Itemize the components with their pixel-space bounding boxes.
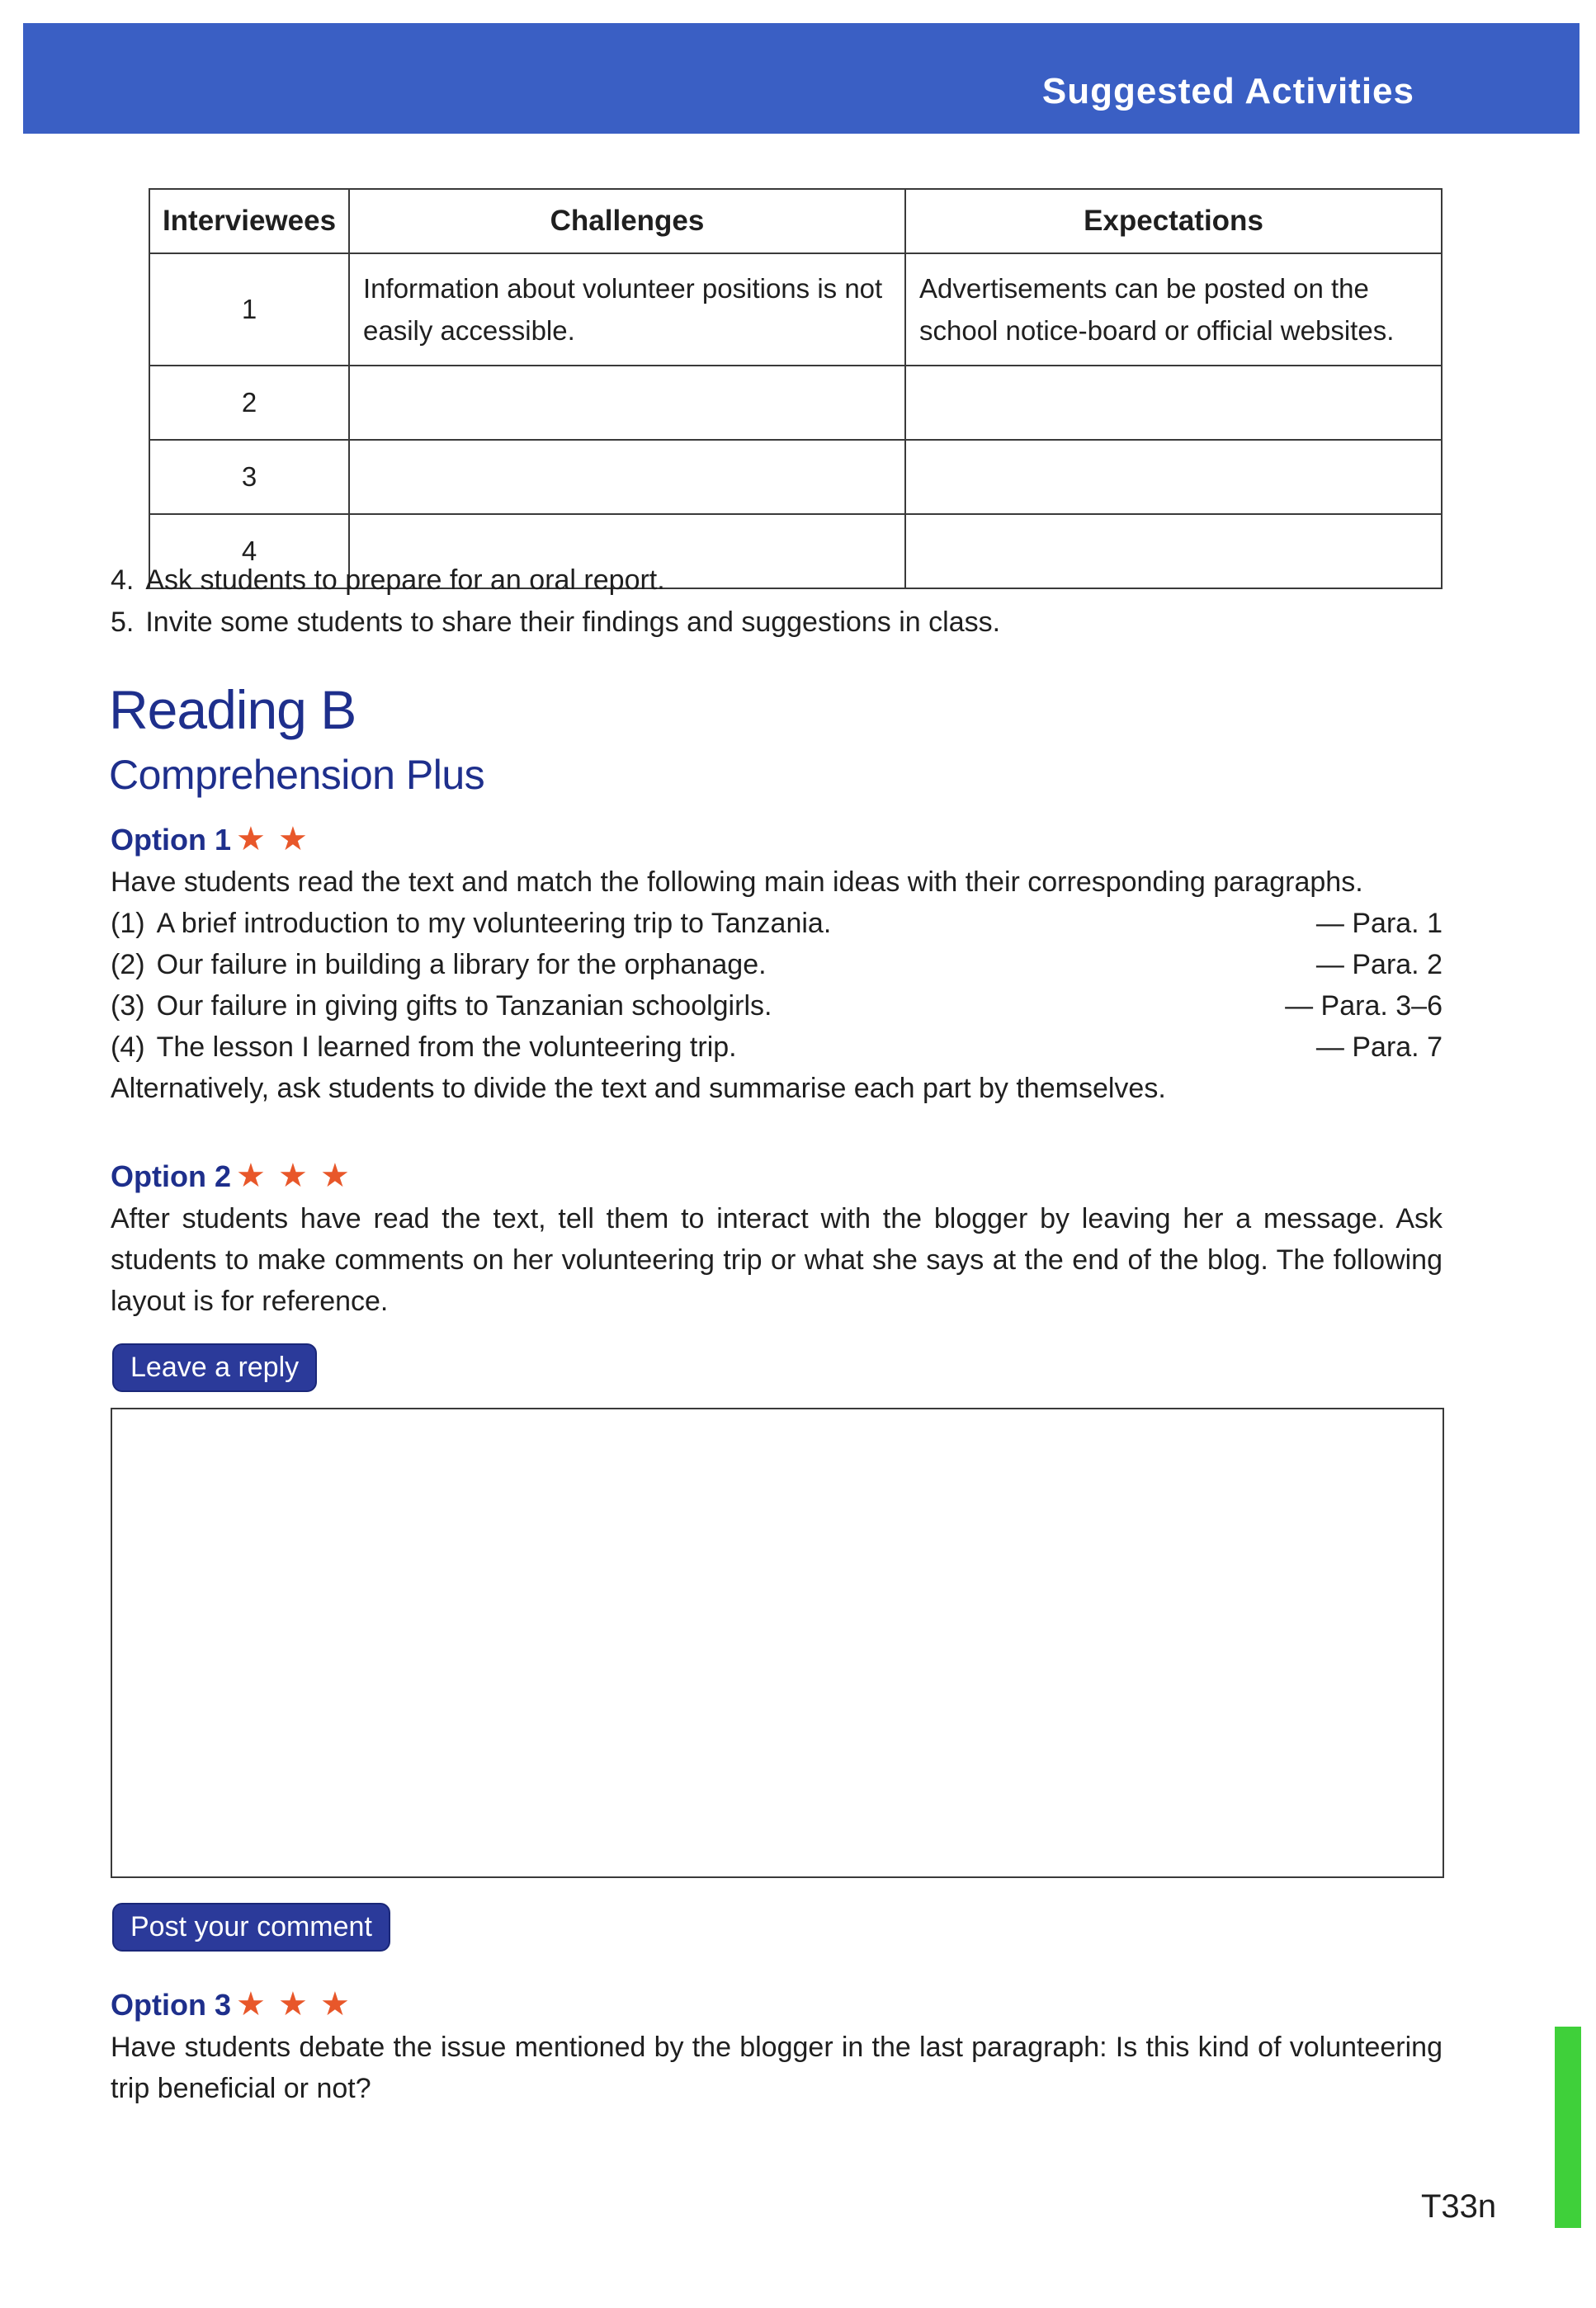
interviewee-number: 2: [149, 366, 349, 440]
step-number: 5.: [111, 606, 135, 638]
item-paragraph: — Para. 3–6: [1285, 990, 1443, 1022]
star-icon: ★ ★ ★: [236, 1158, 352, 1194]
item-index: (4): [111, 1031, 145, 1063]
item-paragraph: — Para. 1: [1315, 908, 1443, 939]
column-header: Expectations: [905, 189, 1442, 253]
item-index: (2): [111, 949, 145, 980]
challenge-cell[interactable]: [349, 366, 905, 440]
item-index: (3): [111, 990, 145, 1022]
table-row: [149, 440, 1442, 514]
list-item: [111, 1027, 1443, 1068]
list-item: [111, 559, 1447, 602]
expectation-cell: Advertisements can be posted on the school notice-board or official websites.: [905, 253, 1442, 366]
option-3-title: Option 3: [111, 1988, 231, 2022]
challenge-cell: Information about volunteer positions is not easily accessible.: [349, 253, 905, 366]
list-item: [111, 985, 1443, 1027]
header-banner: [23, 23, 1579, 134]
option-2-title: Option 2: [111, 1159, 231, 1193]
item-text: The lesson I learned from the volunteering trip.: [156, 1031, 737, 1063]
step-number: 4.: [111, 564, 135, 596]
table-row: [149, 253, 1442, 366]
column-header: Interviewees: [149, 189, 349, 253]
section-header-title: Suggested Activities: [1041, 71, 1414, 111]
item-index: (1): [111, 908, 145, 939]
list-item: [111, 903, 1443, 944]
interviewee-number: 3: [149, 440, 349, 514]
interviewee-number: 1: [149, 253, 349, 366]
step-list: [111, 559, 1447, 644]
interview-table: [149, 188, 1443, 589]
column-header: Challenges: [349, 189, 905, 253]
reply-textarea[interactable]: [111, 1408, 1444, 1878]
option-1-block: [111, 819, 1443, 1109]
expectation-cell[interactable]: [905, 366, 1442, 440]
section-subtitle: Comprehension Plus: [109, 752, 485, 798]
challenge-cell[interactable]: [349, 440, 905, 514]
interviewee-number: 4: [149, 514, 349, 588]
table-row: [149, 366, 1442, 440]
expectation-cell[interactable]: [905, 440, 1442, 514]
item-text: Our failure in giving gifts to Tanzanian schoolgirls.: [156, 990, 772, 1022]
item-text: A brief introduction to my volunteering trip to Tanzania.: [156, 908, 832, 939]
section-title: Reading B: [109, 679, 357, 740]
option-3-text: Have students debate the issue mentioned by the blogger in the last paragraph: Is this kind of volunteering trip beneficial or not?: [111, 2032, 1443, 2104]
side-tab-marker: [1555, 2027, 1581, 2228]
option-3-block: [111, 1984, 1443, 2109]
star-icon: ★ ★ ★: [236, 1986, 352, 2022]
option-1-title: Option 1: [111, 823, 231, 857]
page-number: T33n: [1421, 2188, 1497, 2225]
list-item: [111, 602, 1447, 644]
item-text: Our failure in building a library for the orphanage.: [156, 949, 767, 980]
item-paragraph: — Para. 2: [1315, 949, 1443, 980]
star-icon: ★ ★: [236, 821, 309, 857]
post-comment-button[interactable]: Post your comment: [112, 1903, 390, 1952]
option-1-intro: Have students read the text and match the following main ideas with their corresponding paragraphs.: [111, 866, 1363, 898]
table-header-row: [149, 189, 1442, 253]
step-text: Invite some students to share their findings and suggestions in class.: [145, 606, 1001, 638]
option-2-text: After students have read the text, tell them to interact with the blogger by leaving her a message. Ask students to make comments on her volunteering trip or what she says at the end of the blog. The following layout is for reference.: [111, 1203, 1443, 1317]
list-item: [111, 944, 1443, 985]
option-2-block: [111, 1155, 1443, 1322]
option-1-outro: Alternatively, ask students to divide the text and summarise each part by themselves.: [111, 1073, 1166, 1104]
item-paragraph: — Para. 7: [1315, 1031, 1443, 1063]
leave-reply-button[interactable]: Leave a reply: [112, 1343, 317, 1392]
step-text: Ask students to prepare for an oral report.: [145, 564, 665, 596]
